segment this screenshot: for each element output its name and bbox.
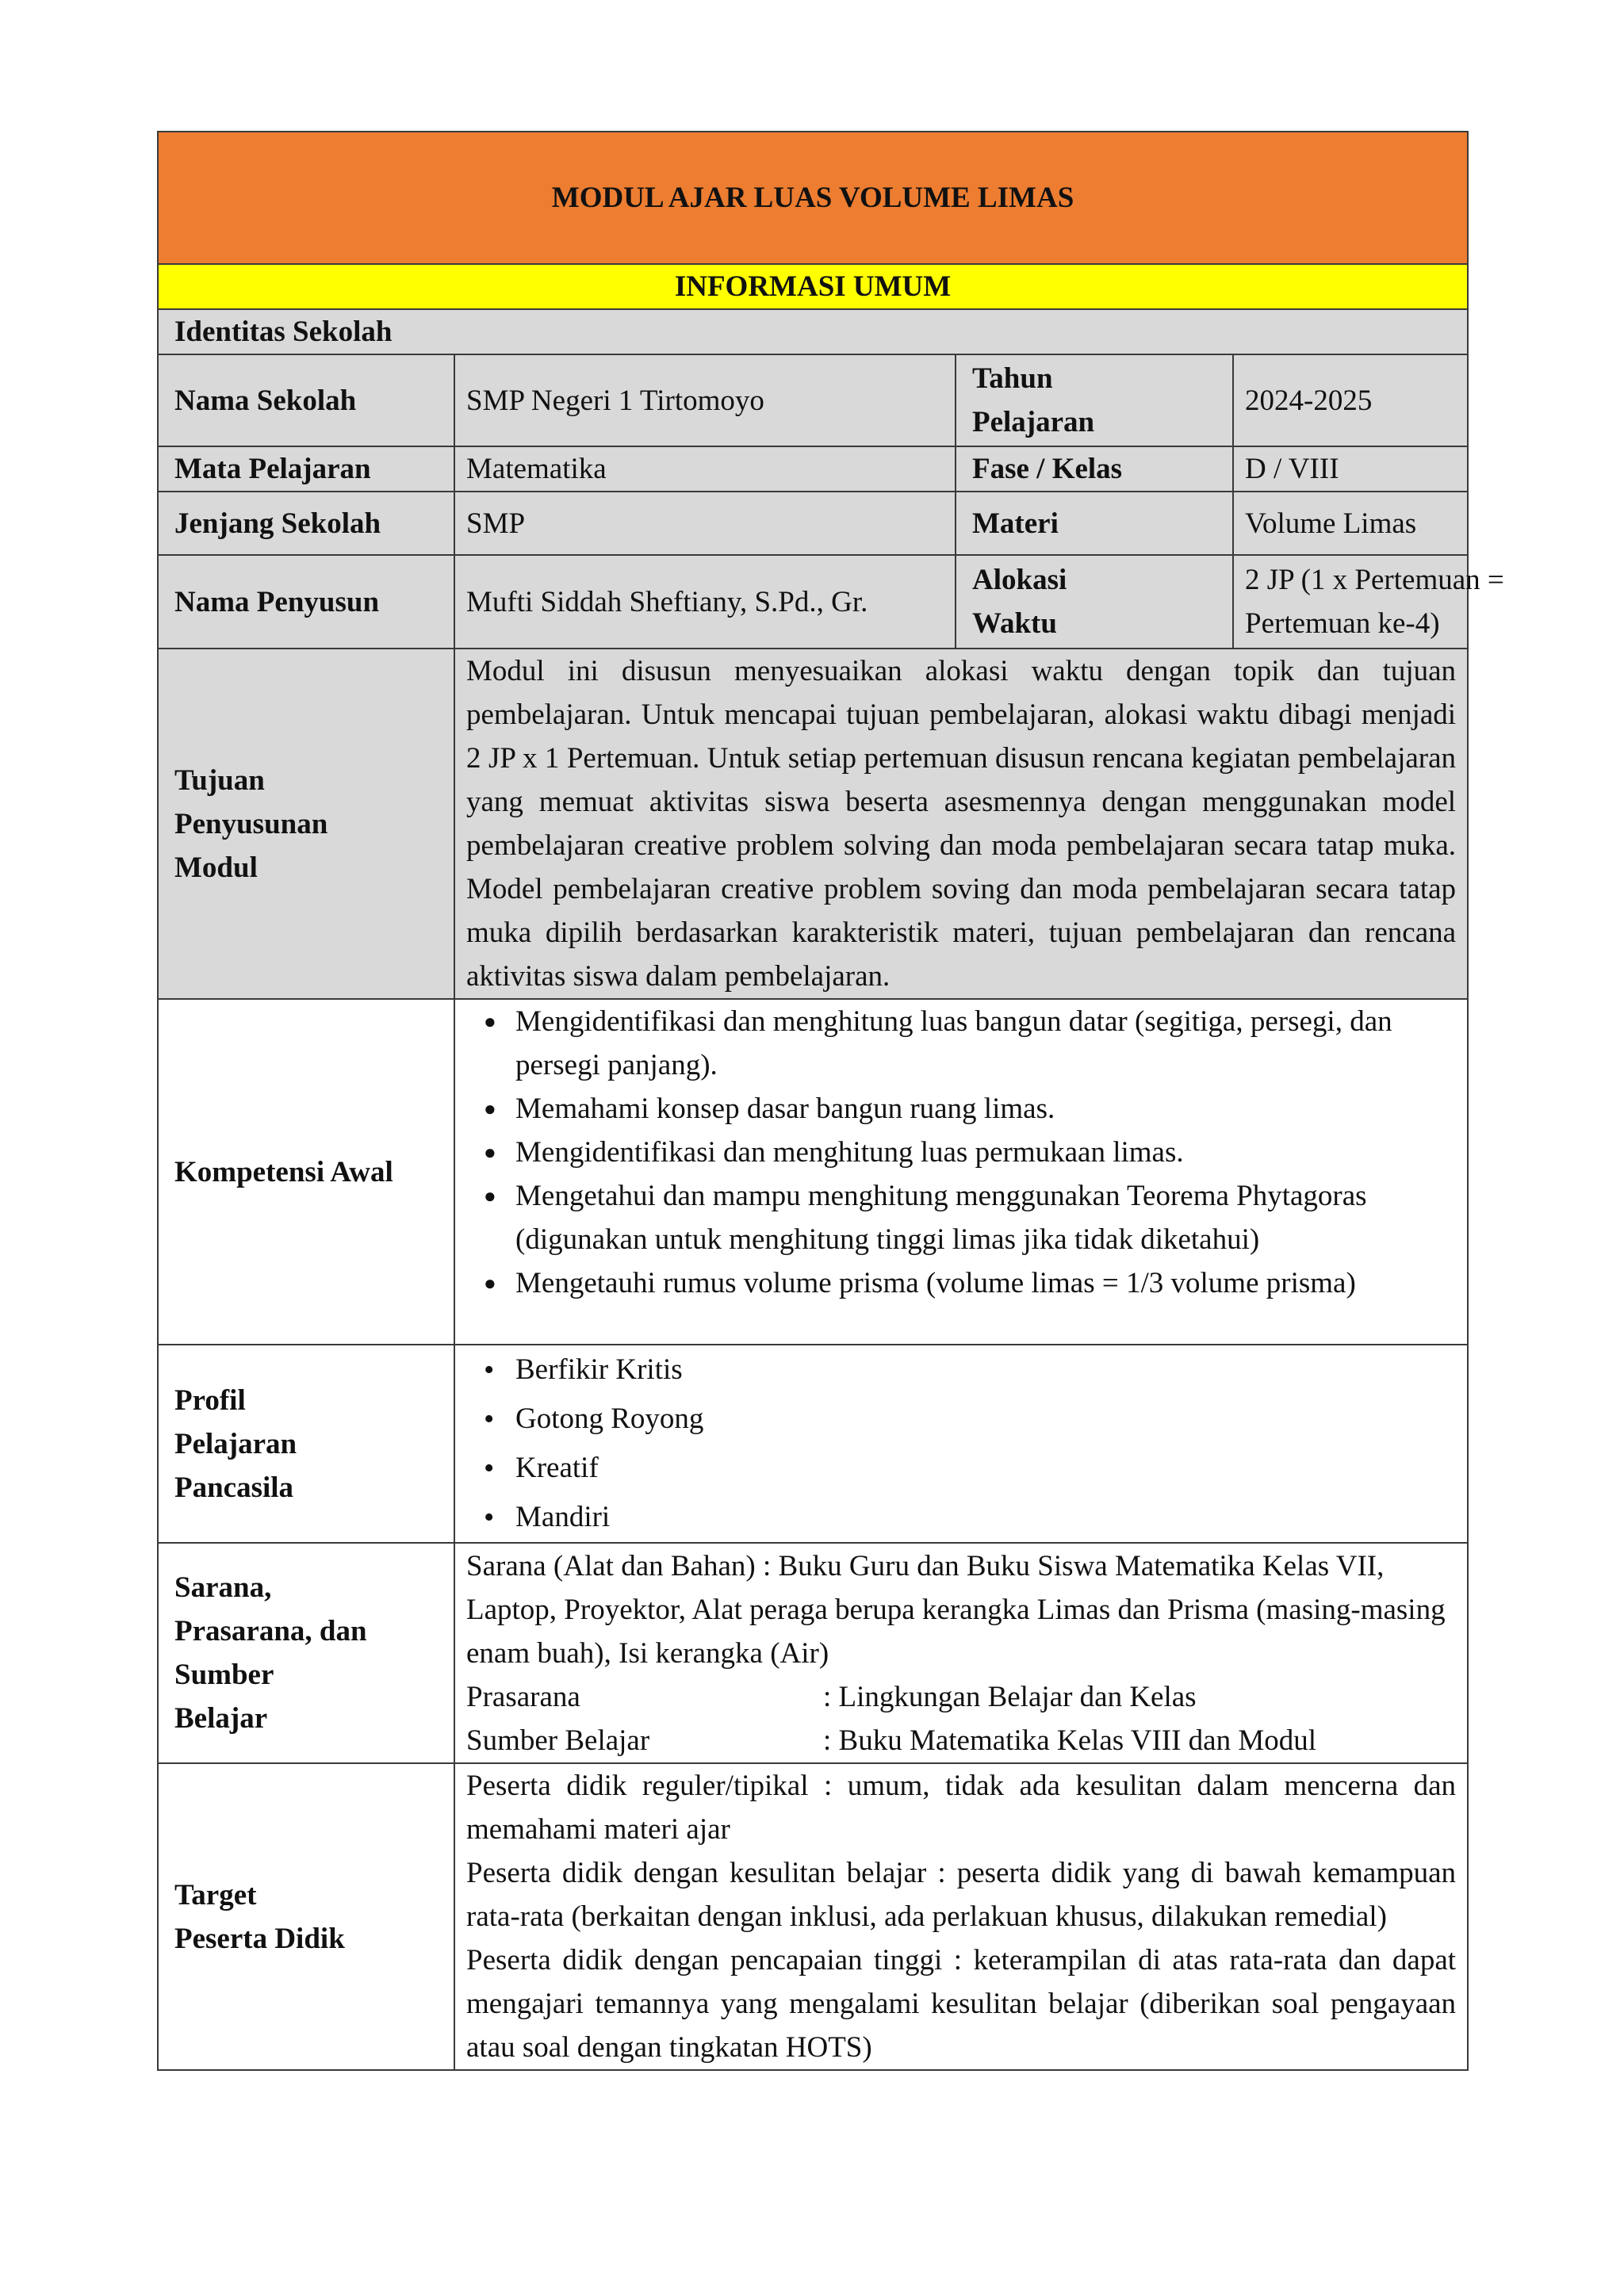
label-kompetensi: Kompetensi Awal: [158, 999, 454, 1345]
label-alokasi-waktu: Alokasi Waktu: [956, 555, 1233, 649]
value-penyusun: Mufti Siddah Sheftiany, S.Pd., Gr.: [454, 555, 956, 649]
list-item: ● Mengetahui dan mampu menghitung menggunakan Teorema Phytagoras (digunakan untuk menghitung tinggi limas jika tidak diketahui): [484, 1174, 1456, 1261]
target-paragraph: Peserta didik dengan kesulitan belajar : peserta didik yang di bawah kemampuan rata-rata (berkaitan dengan inklusi, ada perlakuan khusus, dilakukan remedial): [466, 1857, 1457, 1933]
value-alokasi-waktu: 2 JP (1 x Pertemuan = Pertemuan ke-4): [1233, 555, 1468, 649]
identitas-label: Identitas Sekolah: [158, 309, 1468, 354]
value-fase-kelas: D / VIII: [1233, 446, 1468, 492]
label-jenjang: Jenjang Sekolah: [158, 492, 454, 555]
sarana-cell: [454, 1543, 1468, 1763]
row-profil: [158, 1345, 1468, 1543]
label-sarana: Sarana, Prasarana, dan Sumber Belajar: [158, 1543, 454, 1763]
value-jenjang: SMP: [454, 492, 956, 555]
profil-cell: [454, 1345, 1468, 1543]
value-tahun-pelajaran: 2024-2025: [1233, 354, 1468, 446]
row-kompetensi: [158, 999, 1468, 1345]
label-fase-kelas: Fase / Kelas: [956, 446, 1233, 492]
profil-list: [466, 1345, 1456, 1542]
row-tujuan: [158, 649, 1468, 999]
list-item: • Mandiri: [484, 1493, 1456, 1542]
row-penyusun: [158, 555, 1468, 649]
row-target: [158, 1763, 1468, 2070]
list-item: • Berfikir Kritis: [484, 1345, 1456, 1395]
row-sarana: [158, 1543, 1468, 1763]
tujuan-text: Modul ini disusun menyesuaikan alokasi waktu dengan topik dan tujuan pembelajaran. Untuk mencapai tujuan pembelajaran, alokasi waktu dibagi menjadi 2 JP x 1 Pertemuan. Untuk setiap pertemuan disusun rencana kegiatan pembelajaran yang memuat aktivitas siswa beserta asesmennya dengan menggunakan model pembelajaran creative problem solving dan moda pembelajaran secara tatap muka. Model pembelajaran creative problem soving dan moda pembelajaran secara tatap muka dipilih berdasarkan karakteristik materi, tujuan pembelajaran dan rencana aktivitas siswa dalam pembelajaran.: [454, 649, 1468, 999]
sumber-belajar-line: Sumber Belajar : Buku Matematika Kelas VIII dan Modul: [466, 1724, 1317, 1757]
target-paragraph: Peserta didik dengan pencapaian tinggi : keterampilan di atas rata-rata dan dapat mengajari temannya yang mengalami kesulitan belajar (diberikan soal pengayaan atau soal dengan tingkatan HOTS): [466, 1944, 1457, 2064]
label-tujuan: Tujuan Penyusunan Modul: [158, 649, 454, 999]
label-target: Target Peserta Didik: [158, 1763, 454, 2070]
label-materi: Materi: [956, 492, 1233, 555]
label-penyusun: Nama Penyusun: [158, 555, 454, 649]
label-tahun-pelajaran: Tahun Pelajaran: [956, 354, 1233, 446]
module-info-table: [157, 131, 1504, 2071]
row-nama-sekolah: [158, 354, 1468, 446]
value-mata-pelajaran: Matematika: [454, 446, 956, 492]
value-materi: Volume Limas: [1233, 492, 1468, 555]
list-item: ● Mengidentifikasi dan menghitung luas permukaan limas.: [484, 1131, 1456, 1174]
target-cell: [454, 1763, 1468, 2070]
list-item: ● Memahami konsep dasar bangun ruang limas.: [484, 1087, 1456, 1131]
kompetensi-cell: [454, 999, 1468, 1345]
prasarana-line: Prasarana : Lingkungan Belajar dan Kelas: [466, 1680, 1197, 1713]
row-mata-pelajaran: [158, 446, 1468, 492]
list-item: ● Mengidentifikasi dan menghitung luas bangun datar (segitiga, persegi, dan persegi panjang).: [484, 1000, 1456, 1087]
row-jenjang: [158, 492, 1468, 555]
value-nama-sekolah: SMP Negeri 1 Tirtomoyo: [454, 354, 956, 446]
label-profil: Profil Pelajaran Pancasila: [158, 1345, 454, 1543]
list-item: • Kreatif: [484, 1444, 1456, 1493]
target-paragraph: Peserta didik reguler/tipikal : umum, tidak ada kesulitan dalam mencerna dan memahami materi ajar: [466, 1770, 1457, 1846]
list-item: • Gotong Royong: [484, 1395, 1456, 1444]
label-nama-sekolah: Nama Sekolah: [158, 354, 454, 446]
sarana-text: Sarana (Alat dan Bahan) : Buku Guru dan Buku Siswa Matematika Kelas VII, Laptop, Proyektor, Alat peraga berupa kerangka Limas dan Prisma (masing-masing enam buah), Isi kerangka (Air): [466, 1549, 1446, 1670]
section-header: INFORMASI UMUM: [158, 264, 1468, 309]
kompetensi-list: [466, 1000, 1456, 1305]
label-mata-pelajaran: Mata Pelajaran: [158, 446, 454, 492]
list-item: ● Mengetauhi rumus volume prisma (volume limas = 1/3 volume prisma): [484, 1261, 1456, 1305]
module-title: MODUL AJAR LUAS VOLUME LIMAS: [158, 132, 1468, 264]
